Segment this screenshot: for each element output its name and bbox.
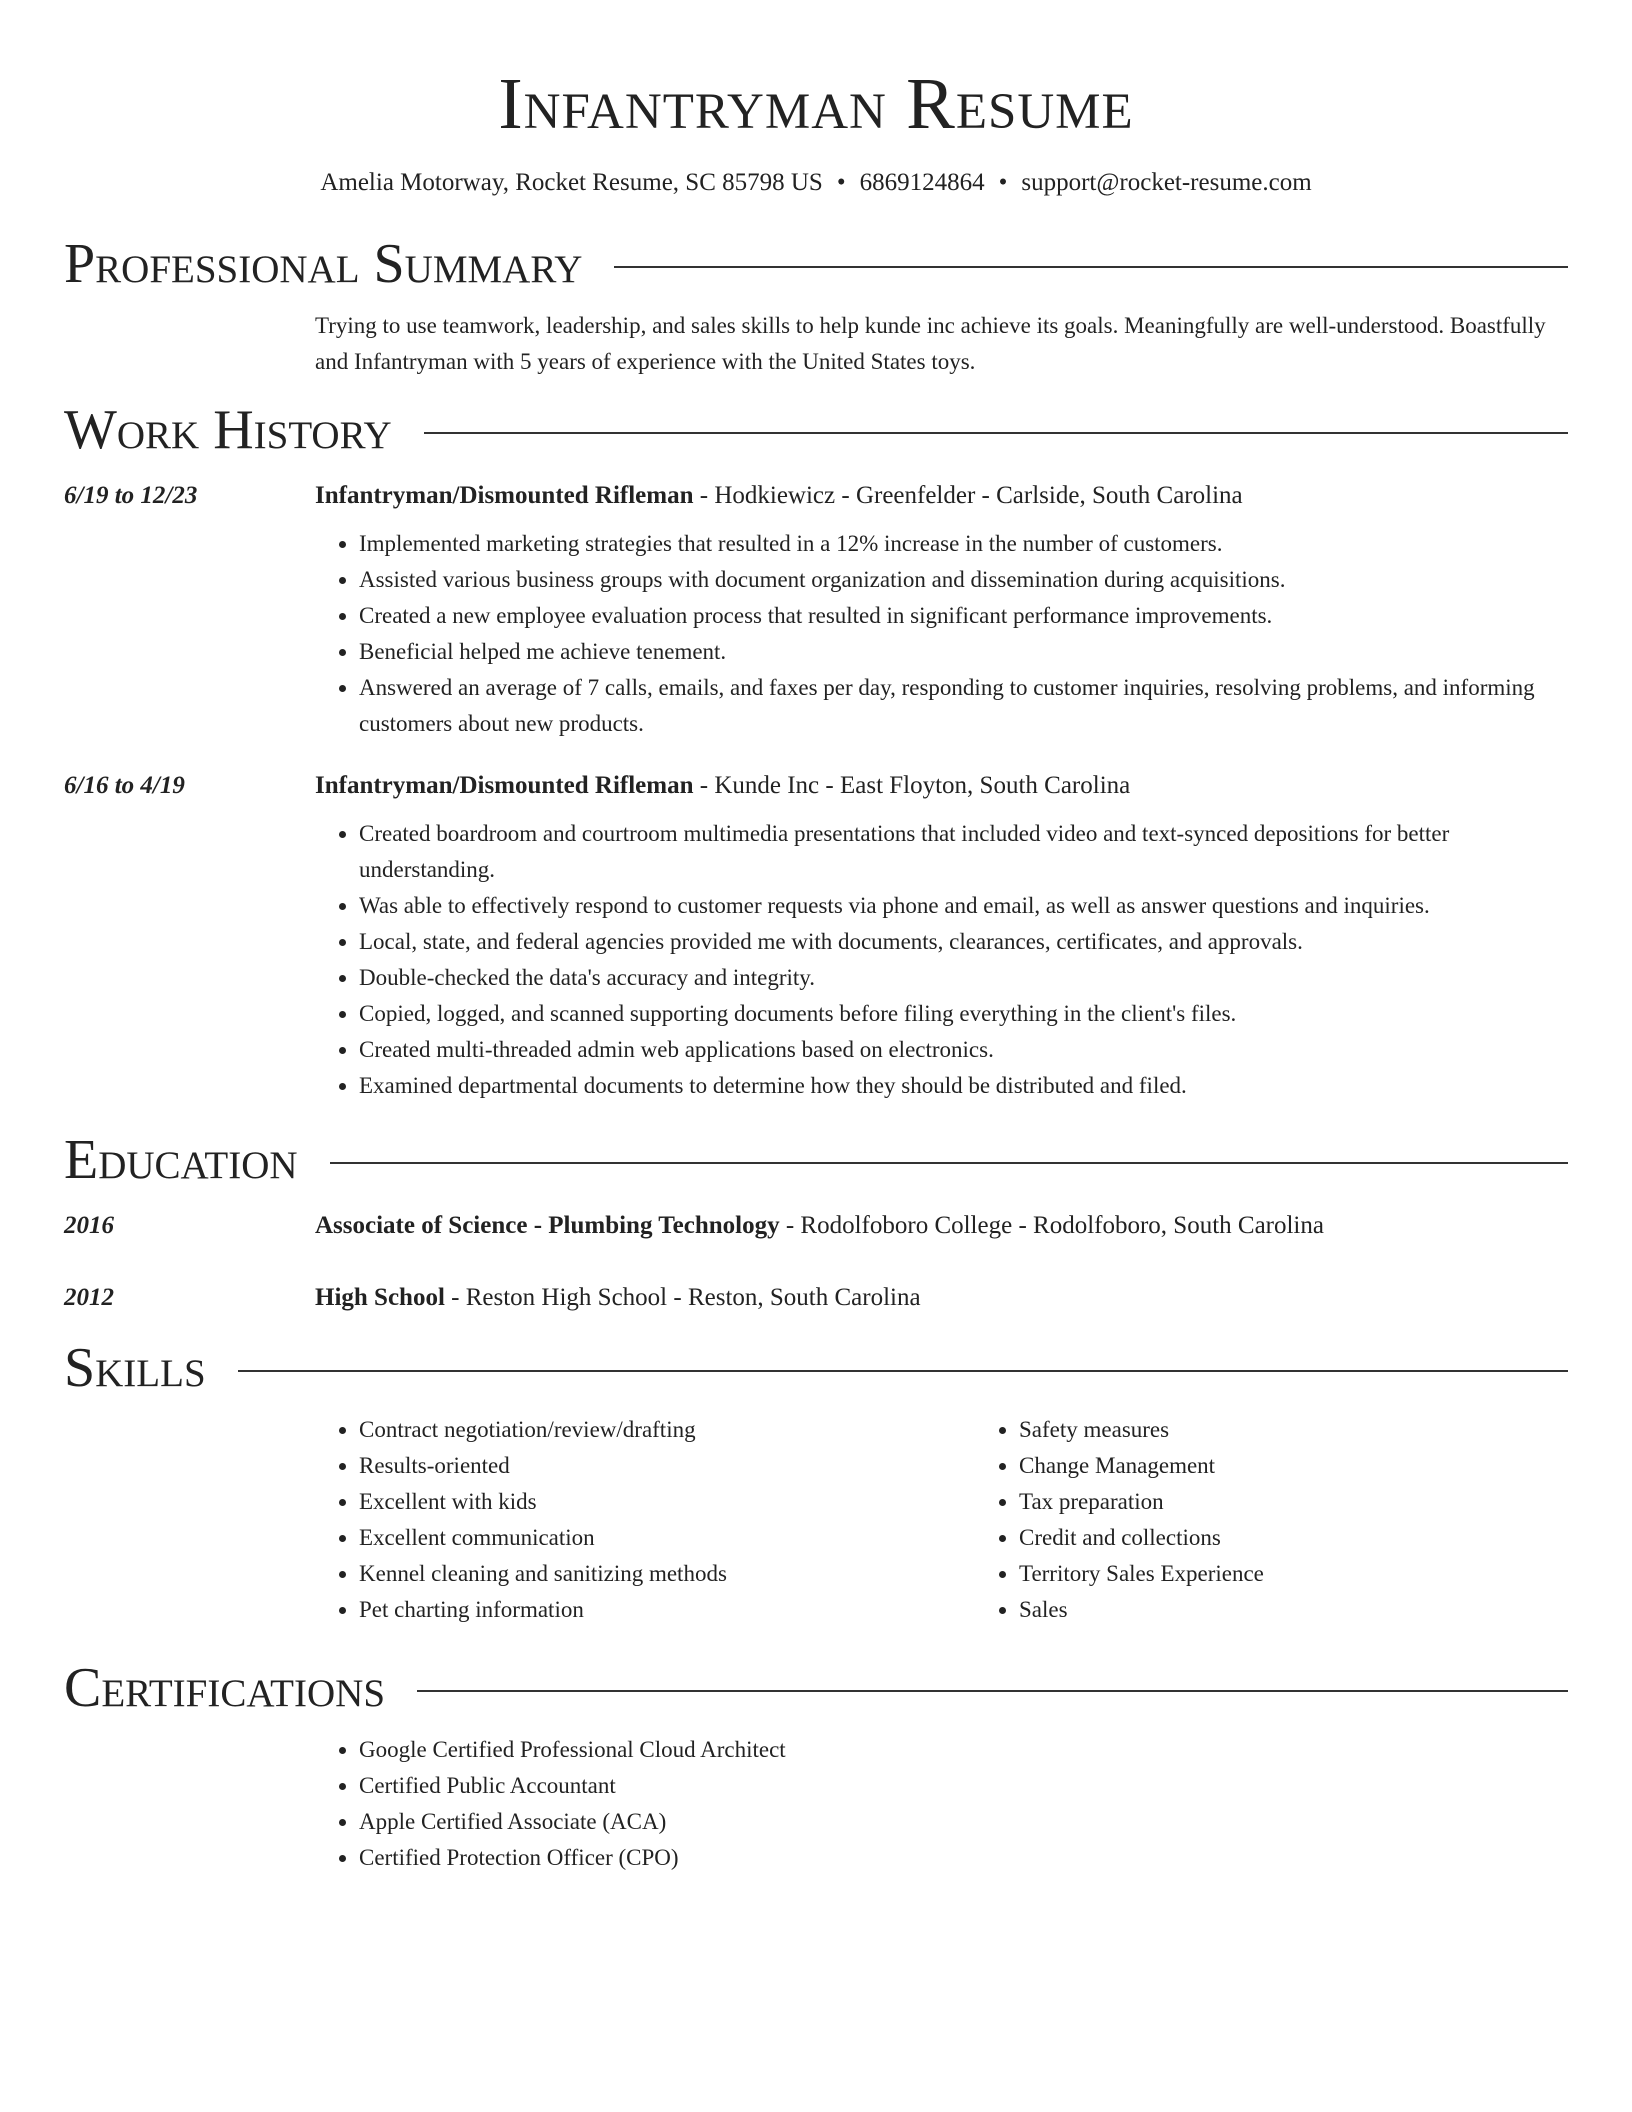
section-title-work: Work History — [64, 399, 392, 461]
section-divider — [238, 1370, 1568, 1372]
job-entry — [64, 768, 1568, 1104]
certification-item: • Google Certified Professional Cloud Architect — [359, 1732, 1568, 1768]
job-bullets — [315, 816, 1568, 1104]
job-bullet: • Created multi-threaded admin web applications based on electronics. — [359, 1032, 1568, 1068]
certification-item: • Certified Public Accountant — [359, 1768, 1568, 1804]
skill-item: • Kennel cleaning and sanitizing methods — [359, 1556, 975, 1592]
section-title-skills: Skills — [64, 1337, 206, 1399]
job-bullet: • Implemented marketing strategies that resulted in a 12% increase in the number of customers. — [359, 526, 1568, 562]
skills-list-left — [315, 1412, 975, 1628]
skills-row — [64, 1404, 1568, 1628]
summary-row — [64, 300, 1568, 380]
job-title: Infantryman/Dismounted Rifleman — [315, 482, 694, 509]
section-summary-header — [64, 228, 1568, 300]
section-title-education: Education — [64, 1129, 298, 1191]
skill-item: • Pet charting information — [359, 1592, 975, 1628]
job-bullet: • Created boardroom and courtroom multimedia presentations that included video and text-synced depositions for better understanding. — [359, 816, 1568, 888]
section-work-header — [64, 394, 1568, 466]
job-bullet: • Local, state, and federal agencies provided me with documents, clearances, certificates, and approvals. — [359, 924, 1568, 960]
section-divider — [614, 266, 1568, 268]
skill-item: • Results-oriented — [359, 1448, 975, 1484]
job-details: - Kunde Inc - East Floyton, South Carolina — [693, 772, 1131, 799]
skill-item: • Safety measures — [1019, 1412, 1619, 1448]
job-details: - Hodkiewicz - Greenfelder - Carlside, South Carolina — [693, 482, 1243, 509]
certification-item: • Certified Protection Officer (CPO) — [359, 1840, 1568, 1876]
education-year: 2012 — [64, 1284, 114, 1311]
education-year: 2016 — [64, 1212, 114, 1239]
job-bullets — [315, 526, 1568, 742]
skill-item: • Change Management — [1019, 1448, 1619, 1484]
section-education-header — [64, 1124, 1568, 1196]
section-divider — [417, 1690, 1568, 1692]
job-bullet: • Was able to effectively respond to customer requests via phone and email, as well as answer questions and inquiries. — [359, 888, 1568, 924]
skill-item: • Territory Sales Experience — [1019, 1556, 1619, 1592]
education-degree: High School — [315, 1284, 445, 1311]
job-bullet: • Copied, logged, and scanned supporting documents before filing everything in the client's files. — [359, 996, 1568, 1032]
education-header — [315, 1280, 1568, 1316]
job-bullet: • Examined departmental documents to determine how they should be distributed and filed. — [359, 1068, 1568, 1104]
contact-separator: • — [998, 169, 1008, 196]
job-title: Infantryman/Dismounted Rifleman — [315, 772, 694, 799]
education-details: - Reston High School - Reston, South Carolina — [444, 1284, 921, 1311]
skill-item: • Tax preparation — [1019, 1484, 1619, 1520]
job-bullet: • Created a new employee evaluation process that resulted in significant performance improvements. — [359, 598, 1568, 634]
contact-phone: 6869124864 — [859, 169, 985, 196]
job-bullet: • Beneficial helped me achieve tenement. — [359, 634, 1568, 670]
summary-text: Trying to use teamwork, leadership, and sales skills to help kunde inc achieve its goals. Meaningfully are well-understood. Boastfully and Infantryman with 5 years of experience with the United States toys. — [315, 313, 1546, 374]
resume-page — [64, 0, 1568, 1876]
education-entry — [64, 1280, 1568, 1316]
job-bullet: • Assisted various business groups with document organization and dissemination during acquisitions. — [359, 562, 1568, 598]
education-header — [315, 1208, 1568, 1244]
resume-title: Infantryman Resume — [498, 63, 1134, 144]
education-details: - Rodolfoboro College - Rodolfoboro, South Carolina — [779, 1212, 1324, 1239]
skill-item: • Excellent with kids — [359, 1484, 975, 1520]
education-entry — [64, 1208, 1568, 1244]
section-skills-header — [64, 1332, 1568, 1404]
skills-grid — [315, 1404, 1619, 1628]
job-header — [315, 768, 1568, 804]
certifications-row — [64, 1724, 1568, 1876]
job-dates: 6/19 to 12/23 — [64, 482, 198, 509]
section-divider — [424, 432, 1568, 434]
certifications-list — [315, 1732, 1568, 1876]
job-bullet: • Double-checked the data's accuracy and integrity. — [359, 960, 1568, 996]
contact-email: support@rocket-resume.com — [1021, 169, 1312, 196]
job-header — [315, 478, 1568, 514]
skill-item: • Excellent communication — [359, 1520, 975, 1556]
contact-line — [64, 166, 1568, 200]
contact-separator: • — [836, 169, 846, 196]
education-degree: Associate of Science - Plumbing Technology — [315, 1212, 780, 1239]
section-divider — [330, 1162, 1568, 1164]
job-entry — [64, 478, 1568, 742]
certification-item: • Apple Certified Associate (ACA) — [359, 1804, 1568, 1840]
section-certifications-header — [64, 1652, 1568, 1724]
job-bullet: • Answered an average of 7 calls, emails, and faxes per day, responding to customer inquiries, resolving problems, and informing customers about new products. — [359, 670, 1568, 742]
section-title-certifications: Certifications — [64, 1657, 386, 1719]
skills-list-right — [975, 1412, 1619, 1628]
job-dates: 6/16 to 4/19 — [64, 772, 185, 799]
skill-item: • Contract negotiation/review/drafting — [359, 1412, 975, 1448]
contact-address: Amelia Motorway, Rocket Resume, SC 85798 US — [320, 169, 823, 196]
skill-item: • Credit and collections — [1019, 1520, 1619, 1556]
section-title-summary: Professional Summary — [64, 233, 583, 295]
skill-item: • Sales — [1019, 1592, 1619, 1628]
